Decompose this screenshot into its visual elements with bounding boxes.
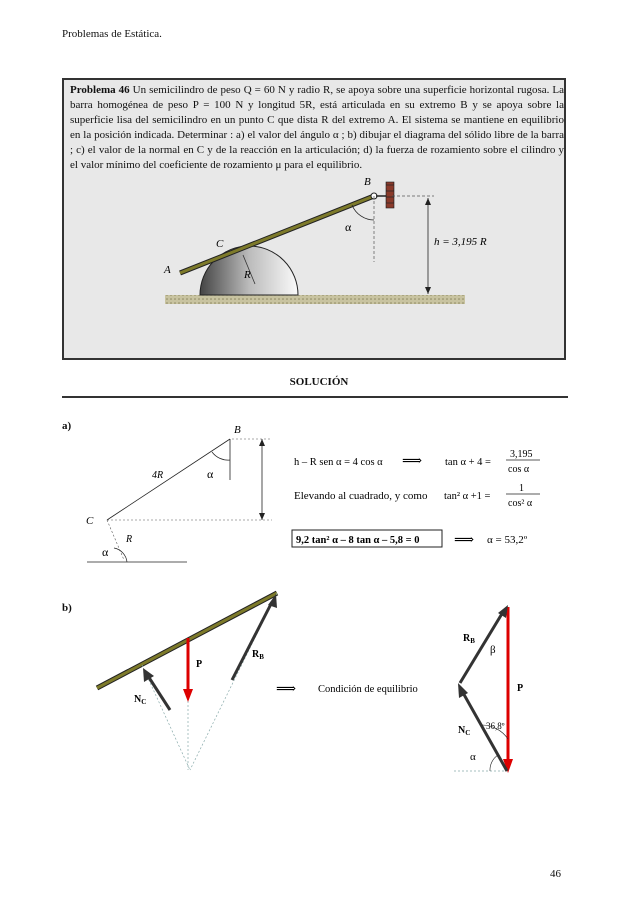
tri-RB-arrow (460, 612, 503, 683)
solution-title: SOLUCIÓN (289, 376, 349, 388)
eq1-left: h – R sen α = 4 cos α (294, 457, 383, 468)
a-alpha-arc-top (212, 452, 230, 460)
problem-figure (62, 170, 566, 360)
b-NC-arrow (148, 676, 170, 710)
eq3-text: 9,2 tan² α – 8 tan α – 5,8 = 0 (296, 535, 420, 546)
problem-text: Un semicilindro de peso Q = 60 N y radio R, se apoya sobre una superficie horizontal rugosa. La barra homogénea de peso P = 100 N y longitud 5R, está articulada en su extremo B y se apoya sobre la superficie lisa del semicilindro en un punto C que dista R del extremo A. El sistema se mantiene en equilibrio en la posición indicada. Determinar : a) el valor del ángulo α ; b) dibujar el diagrama del sólido libre de la barra ; c) el valor de la normal en C y de la reacción en la articulación; d) la fuerza de rozamiento sobre el cilindro y el valor mínimo del coeficiente de rozamiento μ para el equilibrio. (70, 84, 564, 171)
implies-arrow-1: ⟹ (402, 454, 423, 469)
a-radius (107, 520, 124, 560)
tri-label-beta: β (490, 644, 496, 656)
a-h-arrow-top (259, 439, 265, 446)
divider (62, 396, 568, 398)
label-B: B (364, 176, 371, 188)
eq2-lhs: tan² α +1 = (444, 491, 491, 502)
b-label-RB: $R_B$ (252, 649, 264, 661)
part-b-label: b) (62, 602, 72, 614)
page-number: 46 (550, 868, 561, 880)
a-label-alpha-bottom: α (102, 545, 109, 559)
b-line-NC (142, 665, 190, 770)
a-label-C: C (86, 515, 94, 527)
a-h-arrow-bottom (259, 513, 265, 520)
ground (165, 295, 465, 304)
tri-alpha-arc (490, 755, 498, 771)
tri-label-P: P (517, 683, 524, 694)
label-R: R (244, 269, 251, 281)
eq2-denominator: cos² α (508, 498, 533, 509)
a-label-B: B (234, 424, 241, 436)
eq1-denominator: cos α (508, 464, 530, 475)
eq2-text: Elevando al cuadrado, y como (294, 490, 428, 502)
b-label-P: P (196, 659, 203, 670)
tri-label-RB: $R_B$ (463, 633, 475, 645)
alpha-arc (352, 205, 374, 220)
alpha-result: α = 53,2º (487, 534, 528, 546)
tri-label-NC: $N_C$ (458, 725, 471, 737)
b-condition-text: Condición de equilibrio (318, 684, 418, 695)
label-alpha: α (345, 220, 352, 234)
tri-NC-arrowhead (458, 683, 468, 698)
part-a-label: a) (62, 420, 72, 432)
label-A: A (164, 264, 171, 276)
page-header: Problemas de Estática. (62, 28, 162, 40)
a-label-alpha-top: α (207, 467, 214, 481)
b-implies-arrow: ⟹ (276, 682, 297, 697)
part-a-figure (62, 420, 582, 570)
problem-statement (70, 83, 564, 173)
h-arrow-bottom (425, 287, 431, 294)
tri-label-angle: 36,8º (486, 721, 505, 731)
part-b-figure (62, 585, 562, 785)
label-C: C (216, 238, 224, 250)
a-label-4R: 4R (152, 470, 164, 481)
problem-label: Problema 46 (70, 84, 130, 96)
tri-label-alpha: α (470, 751, 476, 763)
label-h: h = 3,195 R (434, 236, 487, 248)
implies-arrow-2: ⟹ (454, 533, 475, 548)
eq1-right-lhs: tan α + 4 = (445, 457, 491, 468)
a-label-R: R (126, 534, 133, 545)
a-alpha-arc-bottom (114, 548, 127, 562)
h-arrow-top (425, 198, 431, 205)
eq2-numerator: 1 (519, 483, 524, 494)
eq1-numerator: 3,195 (510, 449, 533, 460)
b-P-arrowhead (183, 689, 193, 702)
b-label-NC: $N_C$ (134, 694, 147, 706)
wall (386, 182, 394, 208)
